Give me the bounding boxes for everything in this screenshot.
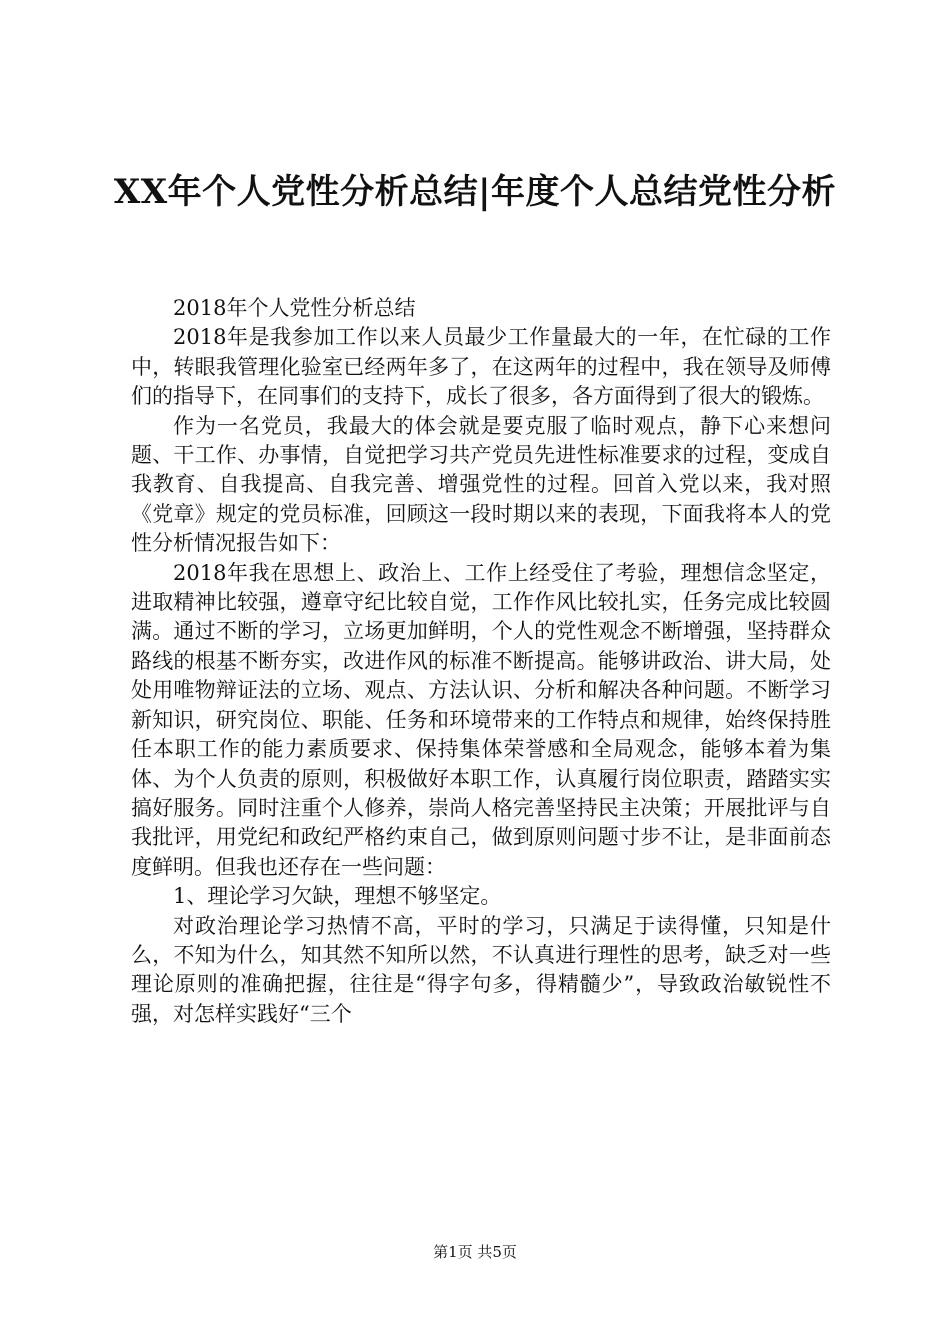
document-title: XX年个人党性分析总结|年度个人总结党性分析 bbox=[113, 172, 837, 212]
paragraph-heading: 2018年个人党性分析总结 bbox=[173, 296, 416, 320]
paragraph-issue-heading: 1、理论学习欠缺，理想不够坚定。 bbox=[173, 884, 502, 909]
document-body bbox=[131, 294, 831, 1029]
paragraph-experience: 作为一名党员，我最大的体会就是要克服了临时观点，静下心来想问题、干工作、办事情，自觉把学习共产党员先进性标准要求的过程，变成自我教育、自我提高、自我完善、增强党性的过程。回首入党以来，我对照《党章》规定的党员标准，回顾这一段时期以来的表现，下面我将本人的党性分析情况报告如下： bbox=[131, 413, 831, 556]
page-footer: 第1页 共5页 bbox=[433, 1243, 517, 1261]
paragraph-performance: 2018年我在思想上、政治上、工作上经受住了考验，理想信念坚定，进取精神比较强，遵章守纪比较自觉，工作作风比较扎实，任务完成比较圆满。通过不断的学习，立场更加鲜明，个人的党性观念不断增强，坚持群众路线的根基不断夯实，改进作风的标准不断提高。能够讲政治、讲大局，处处用唯物辩证法的立场、观点、方法认识、分析和解决各种问题。不断学习新知识，研究岗位、职能、任务和环境带来的工作特点和规律，始终保持胜任本职工作的能力素质要求、保持集体荣誉感和全局观念，能够本着为集体、为个人负责的原则，积极做好本职工作，认真履行岗位职责，踏踏实实搞好服务。同时注重个人修养，崇尚人格完善坚持民主决策；开展批评与自我批评，用党纪和政纪严格约束自己，做到原则问题寸步不让，是非面前态度鲜明。但我也还存在一些问题： bbox=[131, 560, 831, 879]
paragraph-issue-detail: 对政治理论学习热情不高，平时的学习，只满足于读得懂，只知是什么，不知为什么，知其然不知所以然，不认真进行理性的思考，缺乏对一些理论原则的准确把握，往往是“得字句多，得精髓少”，导致政治敏锐性不强，对怎样实践好“三个 bbox=[131, 913, 831, 1026]
paragraph-intro: 2018年是我参加工作以来人员最少工作量最大的一年，在忙碌的工作中，转眼我管理化验室已经两年多了，在这两年的过程中，我在领导及师傅们的指导下，在同事们的支持下，成长了很多，各方面得到了很大的锻炼。 bbox=[131, 325, 831, 409]
